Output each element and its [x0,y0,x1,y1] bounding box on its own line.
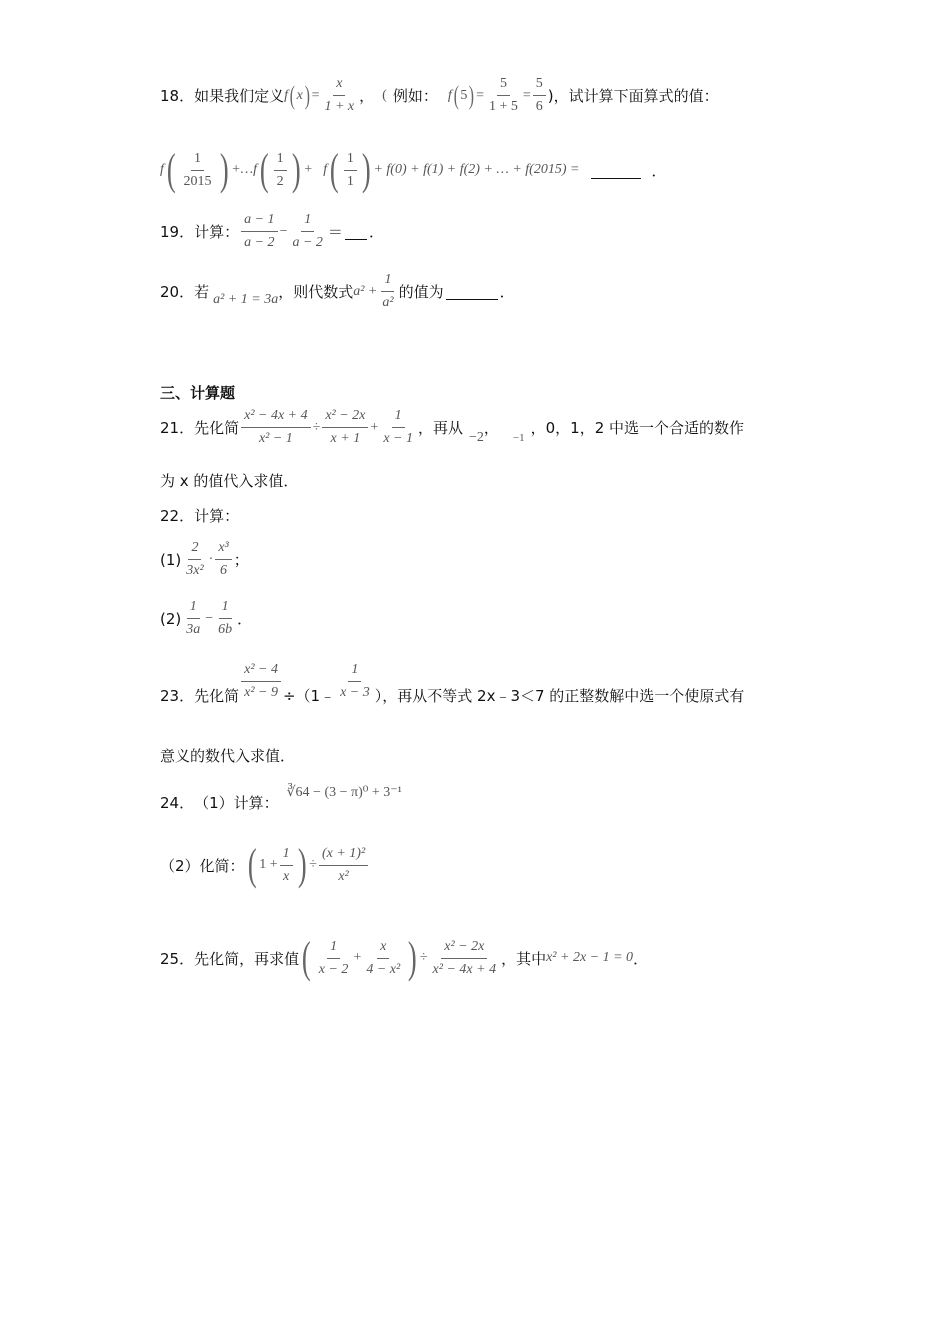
q20-f-den: a² [382,295,394,310]
q25-frac3 [430,937,500,980]
q22-part1 [160,538,249,581]
q18-number: 18． [160,87,195,105]
q20-condition: a² + 1 = 3a [213,291,279,307]
q18-ex-fraction1 [486,74,521,117]
q20-number: 20． [160,283,195,301]
q18-eq: = [311,87,320,103]
q18-def-f: f [284,87,288,103]
q19-number: 19． [160,223,195,241]
q19-frac2 [289,210,325,253]
q23-f2-num: 1 [348,660,361,682]
q23-line1 [160,660,744,703]
q21-f1-num: x² − 4x + 4 [241,406,311,428]
q22-p2-frac2 [215,597,235,640]
q18-def-arg: x [296,87,303,103]
q22-p1-frac2 [215,538,231,581]
q19-f1-den: a − 2 [244,235,275,250]
q22-header [160,505,239,526]
q18-ex-den2: 6 [535,99,543,114]
q18-eq: = [476,87,484,103]
q21-line1 [160,406,744,449]
q18-line1 [160,74,719,117]
q22-part2 [160,597,252,640]
q18-a-den: 2015 [183,173,212,189]
q18-big-paren: ) [291,145,301,194]
q18-def-den: 1 + x [324,99,355,114]
q24-p2-label: （2）化简： [160,856,245,875]
q23-text2: ），再从不等式 2x﹣3＜7 的正整数解中选一个使原式有 [374,687,745,705]
q23-text1: 先化简 [194,687,240,705]
q23-f1-num: x² − 4 [241,660,281,682]
q18-text4: )，试计算下面算式的值： [547,87,719,105]
q23-frac1 [241,660,281,703]
q18-frac-a [181,149,215,192]
q23-line2: 意义的数代入求值． [160,747,296,765]
q18-end: ． [651,161,667,180]
q23-frac2 [337,660,373,703]
q22-minus: − [205,610,214,626]
q25-frac1 [316,937,352,980]
q21-f2-den: x + 1 [330,431,361,446]
q25-condition: x² + 2x − 1 = 0 [546,950,634,965]
section-title: 三、计算题 [160,384,236,402]
q21-line2: 为 x 的值代入求值． [160,472,299,490]
q25-end: ． [633,949,649,968]
q18-text3: 例如： [392,87,438,105]
q18-open-paren: ( [382,87,387,103]
q18-b-num: 1 [274,149,287,171]
q22-p2-f2-num: 1 [219,597,232,619]
q21-text3: ，0，1，2 中选一个合适的数作 [530,419,745,437]
q22-p2-label: (2) [160,609,182,628]
q25-text1: 先化简，再求值 [194,949,300,968]
q21-frac1 [241,406,311,449]
q18-ex-arg: 5 [460,87,468,103]
q23-f1-den: x² − 9 [244,685,278,700]
q22-p1-f2-den: 6 [220,563,228,578]
q24-part1 [160,782,402,812]
q21-frac2 [322,406,368,449]
q24-p2-one: 1 + [259,857,278,872]
q18-plus-f: + f [303,162,328,177]
q18-ex-f: f [447,87,452,103]
q18-big-paren: ( [166,145,176,194]
q20-text1: 若 [194,283,210,301]
q18-def-num: x [333,74,345,96]
q24-p2-frac1 [280,844,293,887]
q18-frac-c [344,149,357,192]
q18-big-paren: ) [219,145,229,194]
q19-frac1 [241,210,277,253]
q24-number: 24． [160,794,195,812]
q24-p2-frac2 [319,844,368,887]
q20-text3: 的值为 [398,283,444,301]
q25-plus: + [353,950,362,965]
q20-expr-a: a² + [353,283,378,299]
q18-big-paren: ( [330,145,339,194]
q18-paren: ) [304,80,310,110]
q25-f1-num: 1 [327,937,340,959]
q24-p2-f1-den: x [283,868,290,884]
q20-end: ． [499,283,515,301]
q22-p1-f1-den: 3x² [186,563,204,578]
q19-f2-den: a − 2 [292,235,323,250]
q21-f1-den: x² − 1 [258,431,293,446]
q25-frac2 [363,937,403,980]
q19-f2-num: 1 [301,210,314,232]
q19-f1-num: a − 1 [241,210,277,232]
q24-p2-f2-den: x² [338,868,349,884]
q21-f3-num: 1 [392,406,405,428]
q21-f3-den: x − 1 [383,431,413,446]
q18-paren: ( [289,80,295,110]
q24-big-paren: ) [297,840,307,889]
q22-number: 22． [160,507,195,525]
q18-a-num: 1 [191,149,204,171]
q21-f2-num: x² − 2x [322,406,368,428]
q21-plus: + [370,419,379,435]
q24-p2-f2-num: (x + 1)² [319,844,368,866]
q22-p2-frac1 [183,597,203,640]
q18-big-paren: ) [361,145,371,194]
q23-f2-den: x − 3 [340,685,370,700]
q23-number: 23． [160,687,195,705]
q25-text2: ，其中 [501,949,547,968]
q25-line [160,933,649,982]
q18-ex-den1: 1 + 5 [488,99,518,114]
q24-part2 [160,840,370,889]
q25-f3-num: x² − 2x [441,937,487,959]
q18-big-paren: ( [259,145,269,194]
q22-p2-f2-den: 6b [218,622,233,637]
q18-plus-dots: +…f [231,162,257,177]
q25-f2-num: x [377,937,389,959]
q18-answer-blank[interactable] [591,162,641,179]
q21-text1: 先化简 [194,419,240,437]
q18-b-den: 2 [276,173,284,189]
q20-f-num: 1 [381,270,394,292]
q21-number: 21． [160,419,195,437]
q25-div: ÷ [419,950,428,965]
q19-minus: − [279,223,288,239]
q18-eq: = [522,87,531,103]
q22-p1-label: (1) [160,550,182,569]
q22-p2-f1-num: 1 [187,597,200,619]
q25-big-paren: ) [408,933,417,982]
q22-p1-frac1 [183,538,206,581]
q25-big-paren: ( [302,933,311,982]
q25-f3-den: x² − 4x + 4 [432,961,497,977]
q19-text1: 计算： [194,223,240,241]
q21-value1: −2 [469,429,484,445]
q18-line2 [160,145,667,194]
q22-dot: · [208,551,214,567]
q21-value2: −1 [512,431,525,444]
q18-paren: ( [453,80,459,110]
q22-p2-f1-den: 3a [186,622,201,637]
q20-answer-blank[interactable] [446,283,498,300]
q18-ex-num2: 5 [533,74,546,96]
q21-text2: ，再从 [417,419,463,437]
q21-frac3 [380,406,416,449]
q19-eq: ＝ [327,223,343,241]
q18-c-den: 1 [346,173,354,189]
q20-frac [379,270,396,313]
q18-expr-f: f [160,162,164,177]
q22-p1-f2-num: x³ [215,538,231,560]
q18-text1: 如果我们定义 [194,87,285,105]
q25-number: 25． [160,949,195,968]
q22-p1-end: ； [233,551,249,569]
q20-line [160,270,515,313]
q18-paren: ) [469,80,475,110]
q24-big-paren: ( [247,840,257,889]
q24-p1-expression: ∛64 − (3 − π)⁰ + 3⁻¹ [286,785,402,800]
q22-text1: 计算： [194,507,240,525]
q19-line [160,210,384,253]
q25-f1-den: x − 2 [318,961,349,977]
q18-def-fraction [321,74,357,117]
q22-p1-f1-num: 2 [188,538,201,560]
q24-div: ÷ [309,857,317,872]
q23-mid: ÷（1﹣ [282,687,336,705]
q21-sep: ， [483,419,499,437]
q18-frac-b [274,149,287,192]
q24-p2-f1-num: 1 [280,844,293,866]
q18-ex-num1: 5 [497,74,510,96]
q20-text2: ，则代数式 [278,283,354,301]
q18-ex-fraction2 [533,74,546,117]
q24-p1-label: （1）计算： [194,794,279,812]
q18-tail: + f(0) + f(1) + f(2) + … + f(2015) = [373,162,580,177]
q22-p2-end: ． [237,610,253,628]
q21-div: ÷ [312,419,321,435]
q19-end: ． [368,223,384,241]
q18-c-num: 1 [344,149,357,171]
q19-answer-blank[interactable] [345,223,367,240]
q18-text2: ， [359,87,375,105]
q25-f2-den: 4 − x² [366,961,401,977]
